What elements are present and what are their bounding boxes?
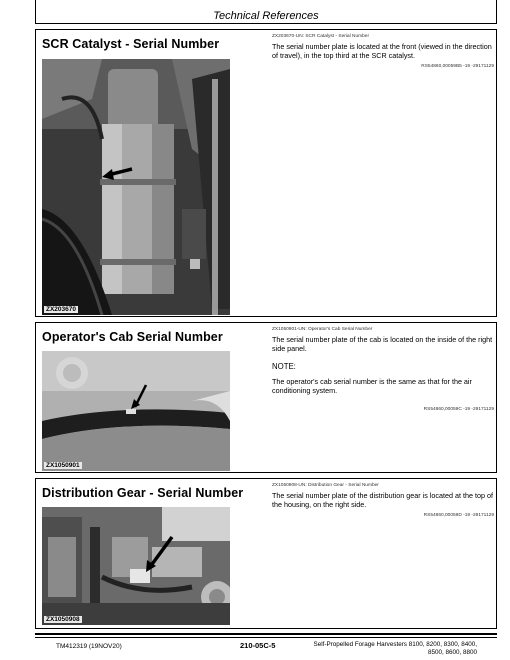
section-title: Distribution Gear - Serial Number <box>42 486 244 500</box>
figure-distribution-gear <box>42 507 230 625</box>
body-text: The serial number plate of the cab is located on the inside of the right side panel. <box>272 335 493 353</box>
body-text: The serial number plate is located at the front (viewed in the direction of travel), in the top third at the SCR catalyst. <box>272 42 492 60</box>
section-title: Operator's Cab Serial Number <box>42 330 223 344</box>
figure-scr-catalyst <box>42 59 230 315</box>
footer-product-line: Self-Propelled Forage Harvesters 8100, 8200, 8300, 8400, 8500, 8600, 8800 <box>313 641 477 656</box>
section-operator-cab <box>35 322 497 473</box>
figure-operator-cab <box>42 351 230 471</box>
figure-id: ZX1050901 <box>46 462 80 469</box>
document-code: RS54860,00059C -19 -29171129 <box>423 407 494 412</box>
header-frame <box>35 0 497 24</box>
footer-rule <box>35 633 497 635</box>
section-text <box>272 327 494 412</box>
document-code: RS54860,00059D -19 -29171129 <box>423 513 494 518</box>
figure-reference: ZX1050901-UN: Operator's Cab Serial Number <box>272 327 373 332</box>
footer-page-number: 210-05C-5 <box>240 641 276 650</box>
figure-id: ZX203670 <box>46 306 76 313</box>
figure-reference: ZX203670-UN: SCR Catalyst - Serial Number <box>272 34 370 39</box>
note-label: NOTE: <box>272 362 296 371</box>
page-header-title: Technical References <box>213 10 319 22</box>
section-distribution-gear <box>35 478 497 629</box>
figure-reference: ZX1050908-UN: Distribution Gear - Serial Number <box>272 483 379 488</box>
section-text <box>272 34 494 69</box>
document-code: RS54860,00059B5 -19 -29171129 <box>421 64 494 69</box>
figure-id: ZX1050908 <box>46 616 80 623</box>
note-text: The operator's cab serial number is the same as that for the air conditioning system. <box>272 377 472 395</box>
section-text <box>272 483 494 518</box>
body-text: The serial number plate of the distribution gear is located at the top of the housing, on the right side. <box>272 491 493 509</box>
section-scr-catalyst <box>35 29 497 317</box>
distribution-gear-photo <box>42 507 230 625</box>
scr-catalyst-photo <box>42 59 230 315</box>
footer-rule-thin <box>35 637 497 638</box>
section-title: SCR Catalyst - Serial Number <box>42 37 220 51</box>
operator-cab-photo <box>42 351 230 471</box>
footer-manual-id: TM412319 (19NOV20) <box>56 643 122 650</box>
